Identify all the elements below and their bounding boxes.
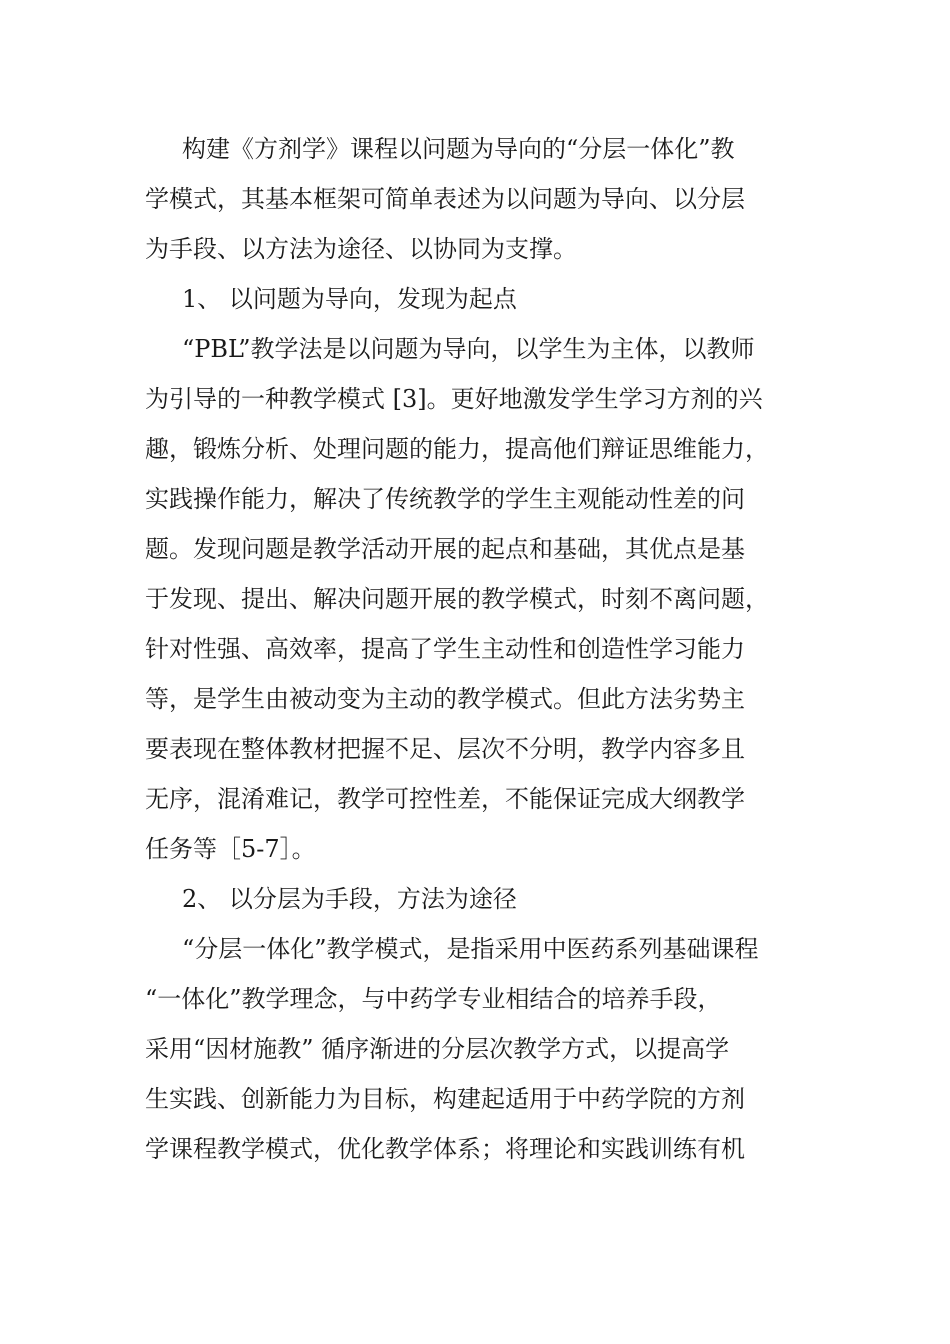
- section-heading-1: 1、 以问题为导向，发现为起点: [182, 285, 517, 313]
- paragraph-3-line-4: 生实践、创新能力为目标，构建起适用于中药学院的方剂: [145, 1085, 745, 1113]
- section-heading-2: 2、 以分层为手段，方法为途径: [182, 885, 517, 913]
- paragraph-2-line-3: 趣，锻炼分析、处理问题的能力，提高他们辩证思维能力，: [145, 435, 769, 463]
- paragraph-2-line-7: 针对性强、高效率，提高了学生主动性和创造性学习能力: [145, 635, 745, 663]
- paragraph-2-line-10: 无序，混淆难记，教学可控性差，不能保证完成大纲教学: [145, 785, 745, 813]
- paragraph-2-line-11: 任务等［5-7］。: [145, 835, 316, 863]
- paragraph-2-line-9: 要表现在整体教材把握不足、层次不分明，教学内容多且: [145, 735, 745, 763]
- paragraph-2-line-4: 实践操作能力，解决了传统教学的学生主观能动性差的问: [145, 485, 745, 513]
- paragraph-1-line-3: 为手段、以方法为途径、以协同为支撑。: [145, 235, 577, 263]
- paragraph-2-line-5: 题。发现问题是教学活动开展的起点和基础，其优点是基: [145, 535, 745, 563]
- paragraph-1-line-1: 构建《方剂学》课程以问题为导向的“分层一体化”教: [182, 135, 735, 163]
- paragraph-3-line-3: 采用“因材施教” 循序渐进的分层次教学方式，以提高学: [145, 1035, 730, 1063]
- paragraph-3-line-5: 学课程教学模式，优化教学体系；将理论和实践训练有机: [145, 1135, 745, 1163]
- paragraph-3-line-1: “分层一体化”教学模式，是指采用中医药系列基础课程: [182, 935, 759, 963]
- paragraph-2-line-1: “PBL”教学法是以问题为导向，以学生为主体，以教师: [182, 335, 755, 363]
- paragraph-2-line-6: 于发现、提出、解决问题开展的教学模式，时刻不离问题，: [145, 585, 769, 613]
- paragraph-2-line-2: 为引导的一种教学模式 [3]。更好地激发学生学习方剂的兴: [145, 385, 763, 413]
- paragraph-2-line-8: 等，是学生由被动变为主动的教学模式。但此方法劣势主: [145, 685, 745, 713]
- paragraph-3-line-2: “一体化”教学理念，与中药学专业相结合的培养手段，: [145, 985, 722, 1013]
- paragraph-1-line-2: 学模式，其基本框架可简单表述为以问题为导向、以分层: [145, 185, 745, 213]
